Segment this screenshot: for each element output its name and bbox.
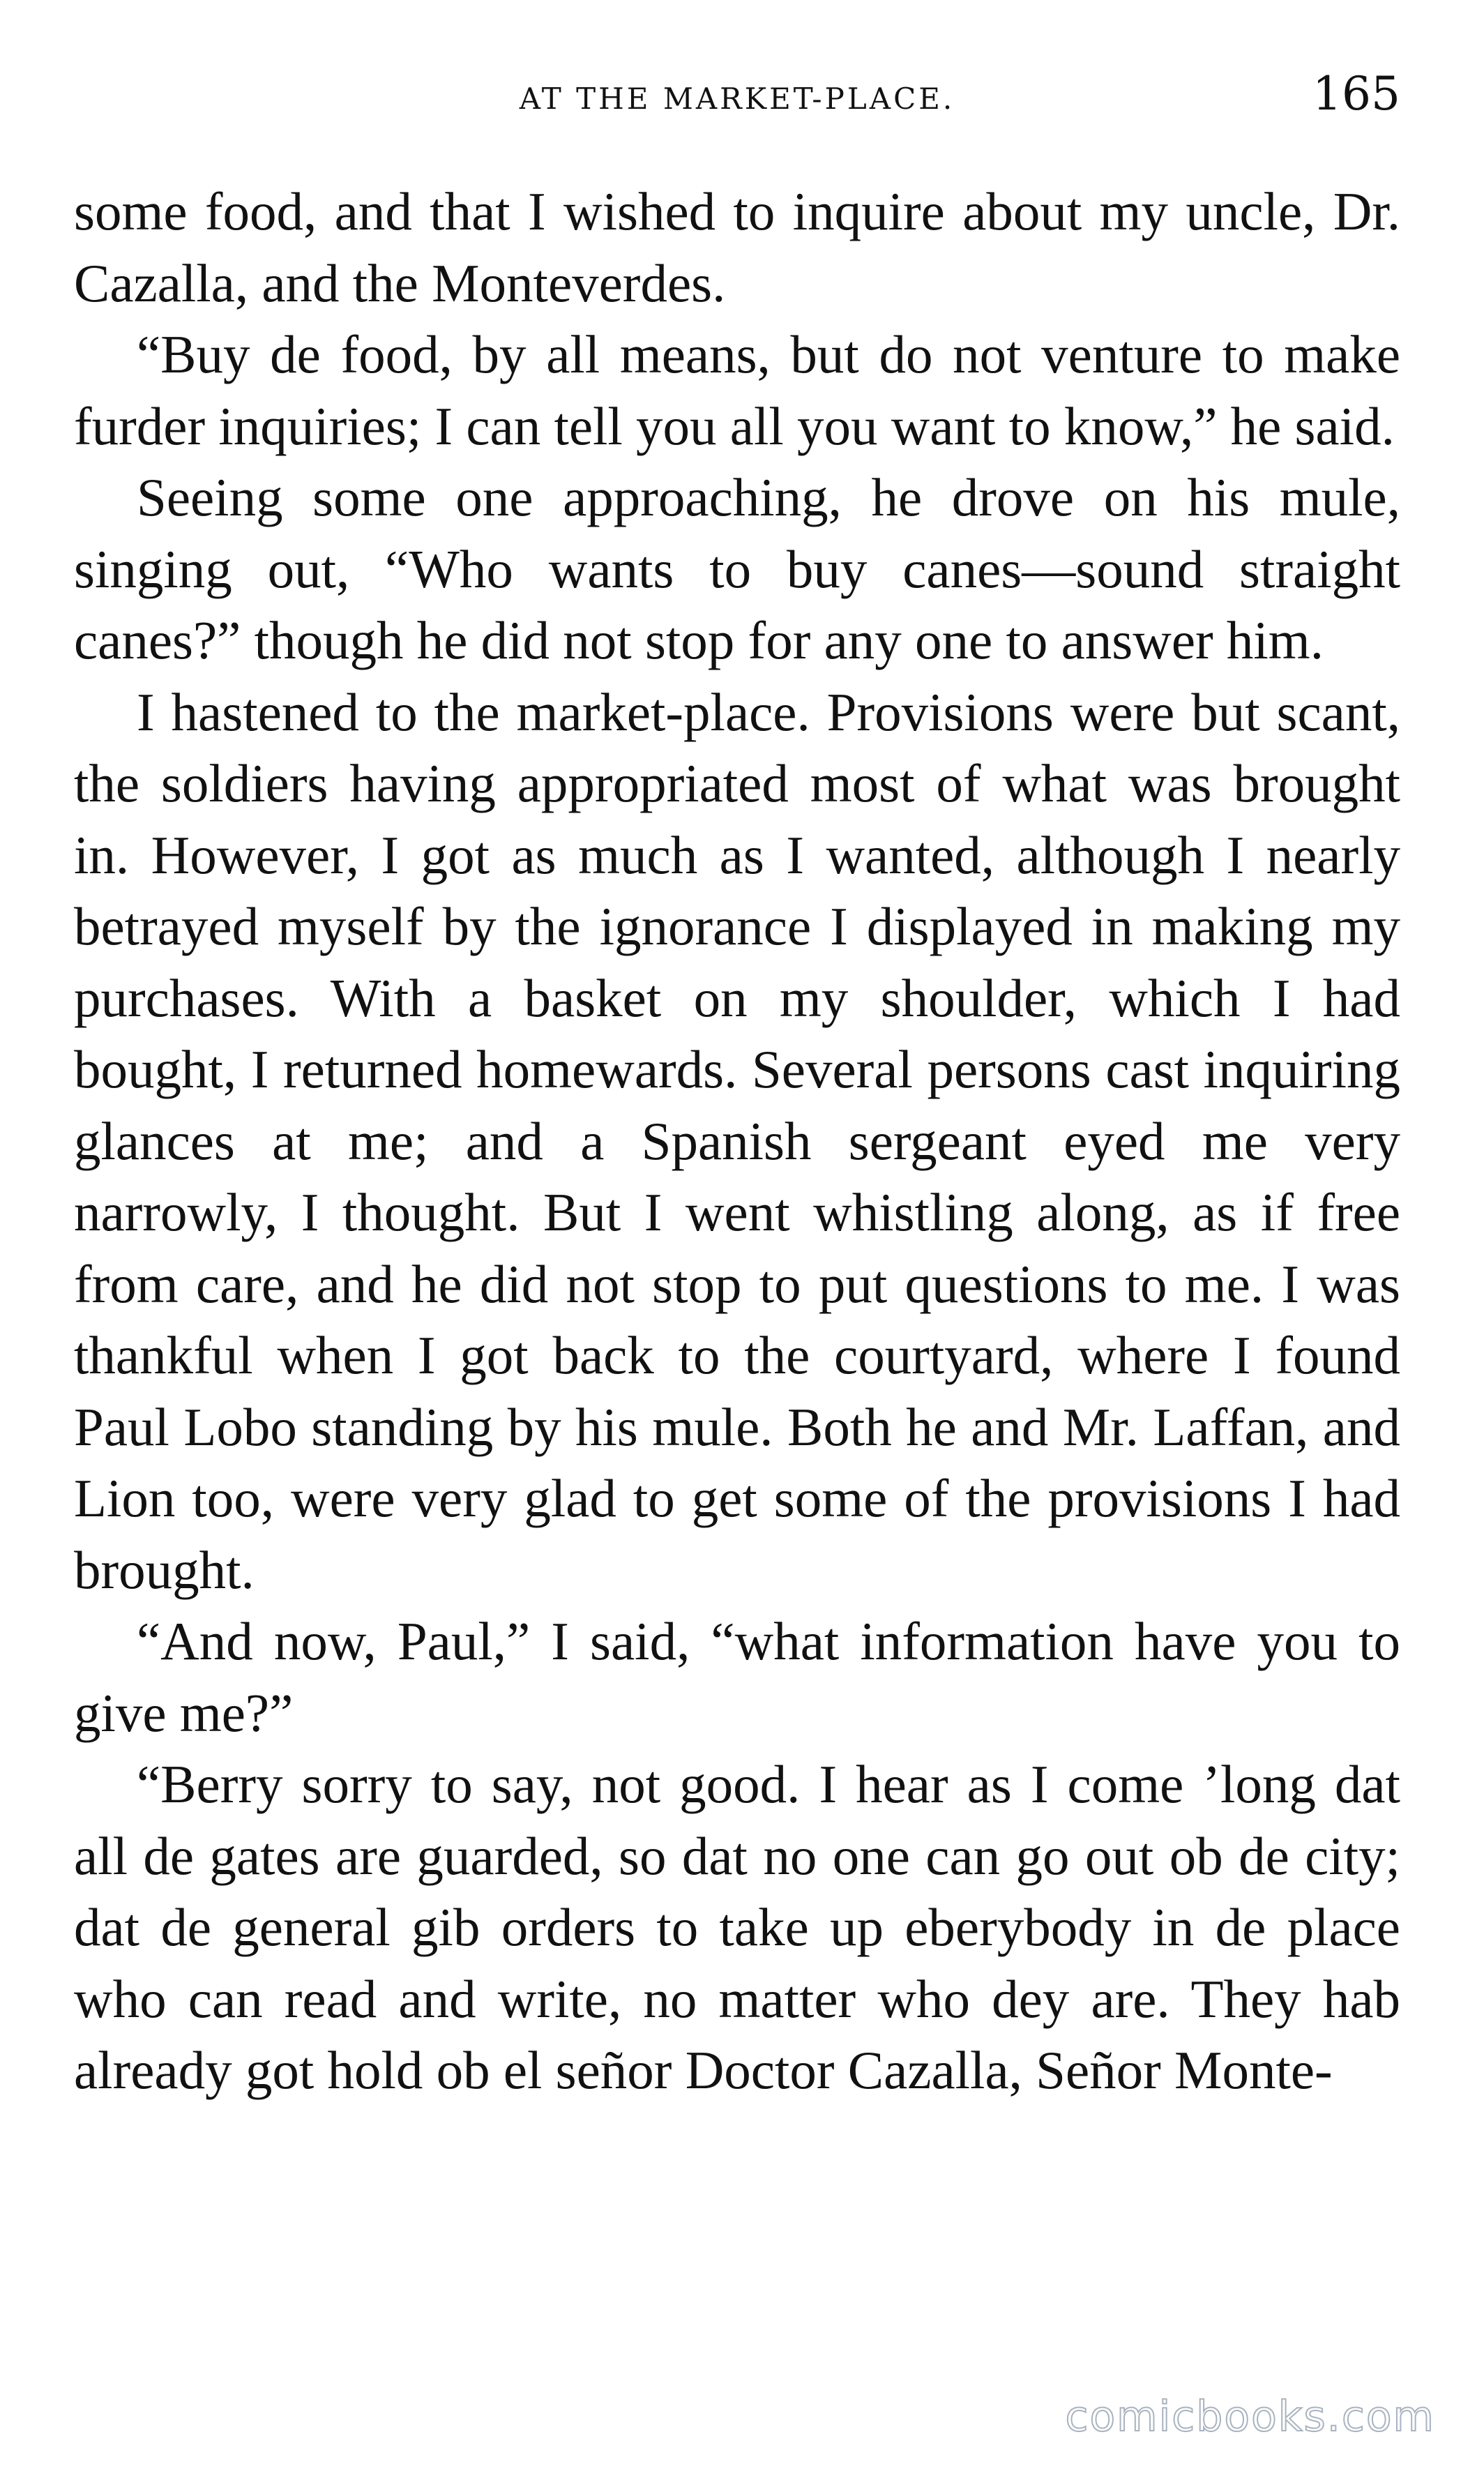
paragraph-2: “Buy de food, by all means, but do not venture to make furder inquiries; I can tell you all you want to know,” he said. xyxy=(74,324,1400,456)
paragraph-4: I hastened to the market-place. Provisions were but scant, the soldiers having appropriated most of what was brought in. However, I got as much as I wanted, although I nearly betrayed myself by the ignorance I displayed in making my purchases. With a basket on my shoulder, which I had bought, I returned homewards. Several persons cast inquiring glances at me; and a Spanish sergeant eyed me very narrowly, I thought. But I went whistling along, as if free from care, and he did not stop to put questions to me. I was thankful when I got back to the courtyard, where I found Paul Lobo standing by his mule. Both he and Mr. Laffan, and Lion too, were very glad to get some of the provisions I had brought. xyxy=(74,681,1400,1600)
page-number: 165 xyxy=(1312,67,1400,121)
body-text xyxy=(74,176,1400,2106)
paragraph-1: some food, and that I wished to inquire about my uncle, Dr. Cazalla, and the Monteverdes. xyxy=(74,181,1400,313)
running-head xyxy=(74,63,1400,126)
running-title: AT THE MARKET-PLACE. xyxy=(519,82,955,116)
watermark: comicbooks.com xyxy=(1065,2392,1435,2441)
paragraph-6: “Berry sorry to say, not good. I hear as I come ’long dat all de gates are guarded, so dat no one can go out ob de city; dat de general gib orders to take up eberybody in de place who can read and write, no matter who dey are. They hab already got hold ob el señor Doctor Cazalla, Señor Monte- xyxy=(74,1754,1400,2100)
paragraph-3: Seeing some one approaching, he drove on his mule, singing out, “Who wants to buy canes—sound straight canes?” though he did not stop for any one to answer him. xyxy=(74,467,1400,670)
paragraph-5: “And now, Paul,” I said, “what information have you to give me?” xyxy=(74,1611,1400,1743)
